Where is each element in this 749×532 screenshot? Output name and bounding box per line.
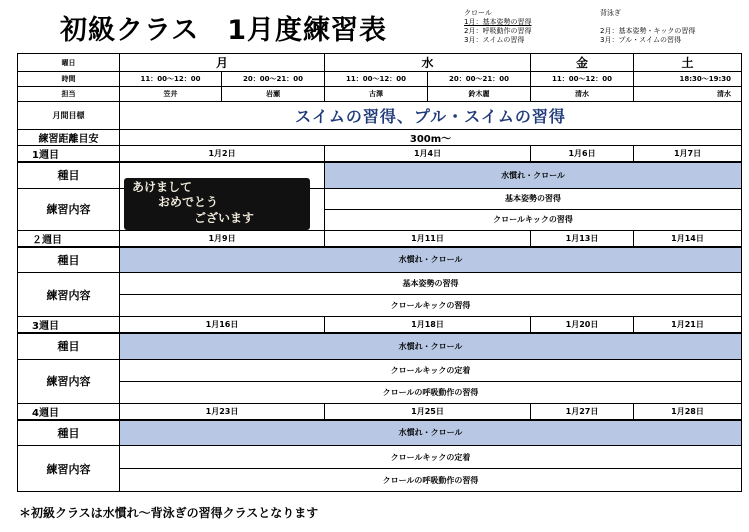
time-cell: 11：00～12：00 — [325, 72, 428, 87]
staff-cell: 清水 — [531, 87, 634, 102]
date-cell: 1月2日 — [120, 146, 325, 163]
week-label: 1週目 — [18, 146, 120, 163]
footnote: ＊初級クラスは水慣れ～背泳ぎの習得クラスとなります — [19, 506, 319, 520]
time-cell: 11：00～12：00 — [120, 72, 222, 87]
day-label: 曜日 — [18, 54, 120, 72]
legend-backstroke — [600, 9, 695, 45]
category-label: 種目 — [18, 420, 120, 446]
date-cell: 1月20日 — [531, 317, 634, 334]
content-cell: クロールの呼吸動作の習得 — [120, 469, 742, 492]
goal-text: スイムの習得、プル・スイムの習得 — [120, 102, 742, 130]
category-cell: 水慣れ・クロール — [120, 247, 742, 273]
time-cell: 20：00～21：00 — [222, 72, 325, 87]
time-cell: 11：00～12：00 — [531, 72, 634, 87]
staff-cell: 鈴木麗 — [428, 87, 531, 102]
date-cell: 1月28日 — [634, 403, 742, 420]
date-cell: 1月27日 — [531, 403, 634, 420]
legend-line: クロール — [464, 9, 492, 17]
distance-label: 練習距離目安 — [18, 130, 120, 146]
date-cell: 1月9日 — [120, 230, 325, 247]
date-cell: 1月13日 — [531, 230, 634, 247]
date-cell: 1月4日 — [325, 146, 531, 163]
date-cell: 1月23日 — [120, 403, 325, 420]
date-cell: 1月18日 — [325, 317, 531, 334]
page-title: 初級クラス 1月度練習表 — [60, 15, 387, 46]
day-wed: 水 — [325, 54, 531, 72]
content-cell: クロールキックの定着 — [120, 446, 742, 469]
date-cell: 1月16日 — [120, 317, 325, 334]
legend-line: 3月：プル・スイムの習得 — [600, 36, 682, 44]
legend-line: 背泳ぎ — [600, 9, 621, 17]
content-label: 練習内容 — [18, 359, 120, 403]
date-cell: 1月11日 — [325, 230, 531, 247]
staff-label: 担当 — [18, 87, 120, 102]
day-mon: 月 — [120, 54, 325, 72]
practice-table — [17, 53, 742, 492]
week-label: 4週目 — [18, 403, 120, 420]
legend-line: 2月：基本姿勢・キックの習得 — [600, 27, 696, 35]
date-cell: 1月25日 — [325, 403, 531, 420]
legend-line — [600, 18, 695, 27]
staff-cell: 笠井 — [120, 87, 222, 102]
content-cell: 基本姿勢の習得 — [120, 273, 742, 295]
content-label: 練習内容 — [18, 273, 120, 317]
category-label: 種目 — [18, 247, 120, 273]
date-cell: 1月6日 — [531, 146, 634, 163]
date-cell: 1月21日 — [634, 317, 742, 334]
category-cell: 水慣れ・クロール — [120, 333, 742, 359]
content-cell: クロールキックの定着 — [120, 359, 742, 381]
legend-crawl — [464, 9, 531, 45]
staff-cell: 清水 — [634, 87, 742, 102]
category-label: 種目 — [18, 333, 120, 359]
legend-line: 1月：基本姿勢の習得 — [464, 18, 532, 26]
week-label: ２週目 — [18, 230, 120, 247]
category-cell: 水慣れ・クロール — [120, 420, 742, 446]
staff-cell: 岩瀬 — [222, 87, 325, 102]
time-label: 時間 — [18, 72, 120, 87]
time-cell: 20：00～21：00 — [428, 72, 531, 87]
staff-cell: 古澤 — [325, 87, 428, 102]
greeting-line: あけまして — [132, 180, 193, 194]
content-label: 練習内容 — [18, 188, 120, 230]
category-cell: 水慣れ・クロール — [325, 162, 742, 188]
date-cell: 1月14日 — [634, 230, 742, 247]
content-cell: クロールキックの習得 — [325, 209, 742, 230]
day-sat: 土 — [634, 54, 742, 72]
greeting-line: ございます — [194, 211, 255, 225]
distance-value: 300m～ — [120, 130, 742, 146]
content-label: 練習内容 — [18, 446, 120, 492]
greeting-line: おめでとう — [158, 195, 219, 209]
new-year-greeting-sign — [124, 178, 310, 230]
day-fri: 金 — [531, 54, 634, 72]
legend-line: 3月：スイムの習得 — [464, 36, 525, 44]
time-cell: 18:30～19:30 — [634, 72, 742, 87]
content-cell: 基本姿勢の習得 — [325, 188, 742, 209]
goal-label: 月間目標 — [18, 102, 120, 130]
content-cell: クロールの呼吸動作の習得 — [120, 381, 742, 403]
week-label: 3週目 — [18, 317, 120, 334]
category-label: 種目 — [18, 162, 120, 188]
date-cell: 1月7日 — [634, 146, 742, 163]
content-cell: クロールキックの習得 — [120, 295, 742, 317]
legend-line: 2月：呼吸動作の習得 — [464, 27, 532, 35]
